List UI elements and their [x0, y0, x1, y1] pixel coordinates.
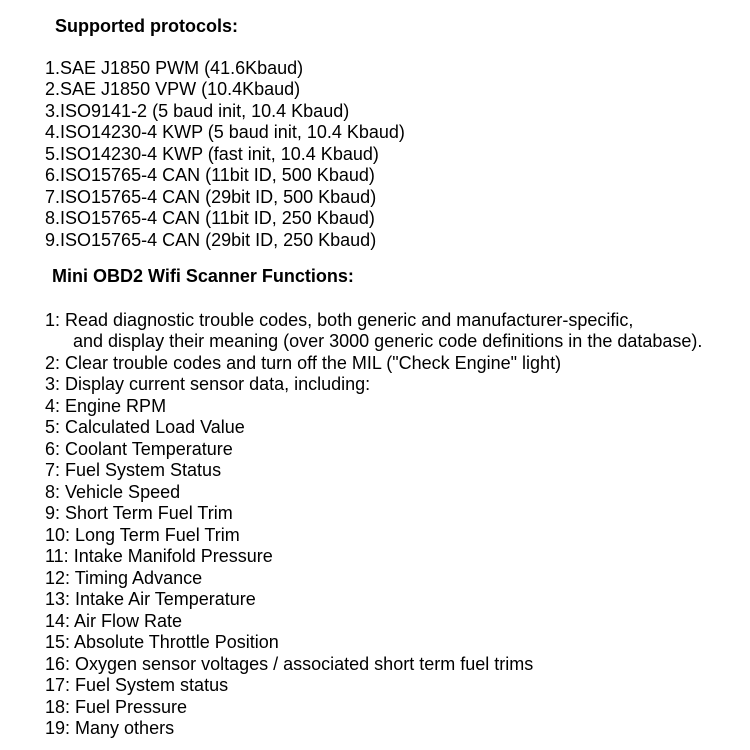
- protocol-item-8: 8.ISO15765-4 CAN (11bit ID, 250 Kbaud): [45, 208, 375, 228]
- function-line-19: 19: Many others: [45, 718, 175, 738]
- function-line-3: 3: Display current sensor data, including:: [45, 374, 371, 394]
- function-line-7: 7: Fuel System Status: [45, 460, 222, 480]
- supported-protocols-heading: Supported protocols:: [55, 16, 238, 36]
- function-line-17: 17: Fuel System status: [45, 675, 229, 695]
- protocol-item-9: 9.ISO15765-4 CAN (29bit ID, 250 Kbaud): [45, 229, 377, 250]
- function-line-5: 5: Calculated Load Value: [45, 417, 245, 437]
- function-line-15: 15: Absolute Throttle Position: [45, 632, 279, 652]
- function-line-12: 12: Timing Advance: [45, 567, 203, 588]
- function-line-10: 10: Long Term Fuel Trim: [45, 524, 240, 545]
- protocol-item-4: 4.ISO14230-4 KWP (5 baud init, 10.4 Kbaud): [45, 122, 405, 142]
- function-line-1: 1: Read diagnostic trouble codes, both generic and manufacturer-specific,: [45, 309, 634, 330]
- function-line-18: 18: Fuel Pressure: [45, 696, 188, 717]
- protocol-item-3: 3.ISO9141-2 (5 baud init, 10.4 Kbaud): [45, 100, 350, 121]
- protocol-item-2: 2.SAE J1850 VPW (10.4Kbaud): [45, 79, 301, 99]
- protocol-item-6: 6.ISO15765-4 CAN (11bit ID, 500 Kbaud): [45, 165, 375, 185]
- function-line-8: 8: Vehicle Speed: [45, 481, 181, 502]
- function-line-14: 14: Air Flow Rate: [45, 610, 183, 631]
- function-line-6: 6: Coolant Temperature: [45, 438, 233, 459]
- scanner-functions-heading: Mini OBD2 Wifi Scanner Functions:: [52, 266, 354, 286]
- protocols-list: [45, 58, 730, 252]
- function-line-16: 16: Oxygen sensor voltages / associated short term fuel trims: [45, 653, 534, 674]
- function-line-1-continuation: and display their meaning (over 3000 generic code definitions in the database).: [73, 331, 703, 351]
- function-line-11: 11: Intake Manifold Pressure: [45, 546, 273, 566]
- function-line-13: 13: Intake Air Temperature: [45, 589, 256, 609]
- function-line-4: 4: Engine RPM: [45, 395, 167, 416]
- function-line-2: 2: Clear trouble codes and turn off the MIL ("Check Engine" light): [45, 352, 562, 373]
- functions-list: [45, 310, 730, 740]
- protocol-item-5: 5.ISO14230-4 KWP (fast init, 10.4 Kbaud): [45, 143, 379, 164]
- protocol-item-7: 7.ISO15765-4 CAN (29bit ID, 500 Kbaud): [45, 186, 377, 207]
- protocol-item-1: 1.SAE J1850 PWM (41.6Kbaud): [45, 57, 304, 78]
- function-line-9: 9: Short Term Fuel Trim: [45, 503, 233, 523]
